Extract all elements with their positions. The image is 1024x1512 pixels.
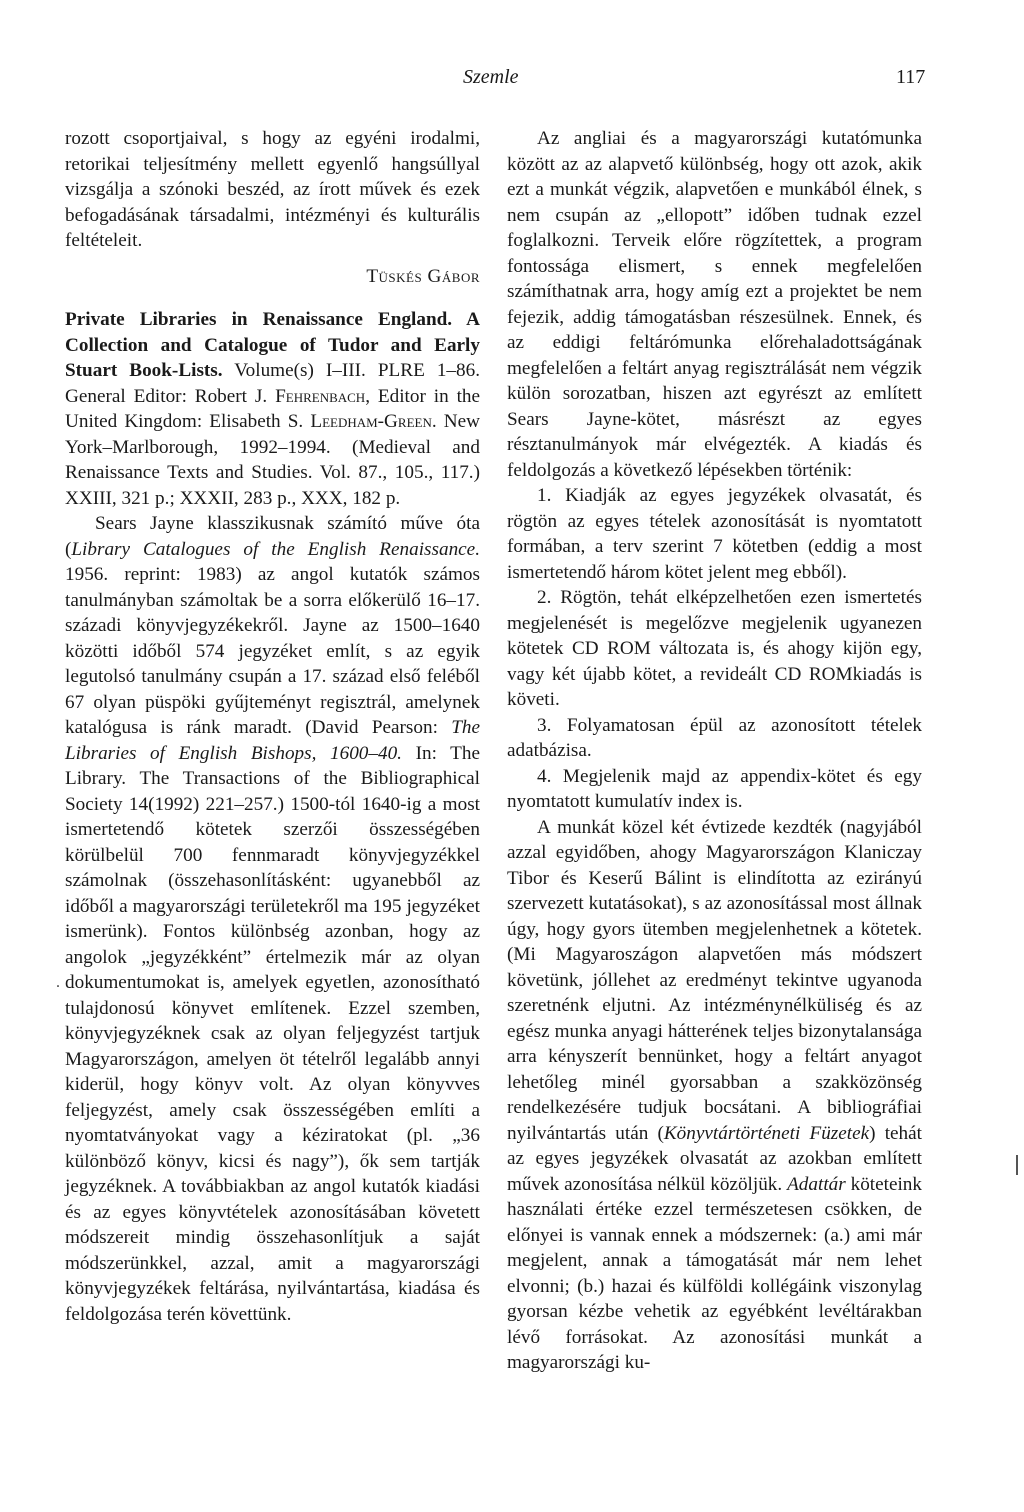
left-paragraph-2 <box>65 511 480 1327</box>
review-bibliographic-entry <box>65 307 480 511</box>
right-column <box>507 126 922 1376</box>
author-signature: Tüskés Gábor <box>366 265 480 287</box>
right-paragraph-2 <box>507 815 922 1376</box>
review-heading: Private Libraries in Renaissance England. A Collection and Catalogue of Tudor and Early Stuart Book-Lists. <box>65 309 480 381</box>
right-paragraph-1: Az angliai és a magyarországi kutatómunka között az az alapvető különbség, hogy ott azok, akik ezt a munkát végzik, alapvetően e munkából élnek, s nem csupán az „ellopott” időben tudnak ezzel foglalkozni. Terveik előre rögzítettek, a program fontossága elismert, s ennek megfelelően számíthatnak arra, hogy amíg ezt a projektet be nem fejezik, addig támogatásban részesülnek. Ennek, és az eddigi feltárómunka előrehaladottságának megfelelően a feltárt anyag regisztrálását nem végzik külön sorozatban, hiszen azt egyrészt az említett Sears Jayne-kötet, másrészt az egyes résztanulmányok már elvégezték. A kiadás és feldolgozás a következő lépésekben történik: <box>507 128 922 481</box>
step-1: 1. Kiadják az egyes jegyzékek olvasatát, és rögtön az egyes tételek azonosítását is nyomtatott formában, a terv szerint 7 kötetben (eddig a most ismertetendő három kötet jelent meg ebből). <box>507 485 922 583</box>
right-p2-part-c: köteteink használati értéke ezzel természetesen csökken, de előnyei is vannak ennek a módszernek: (a.) ami már megjelent, annak a támogatását már nem lehet elvonni; (b.) hazai és külföldi kollégáink viszonylag gyorsan kézbe vehetik az egyébként levéltárakban lévő forrásokat. Az azonosítási munkát a magyarországi ku- <box>507 1173 922 1373</box>
left-p2-part-c: In: The Library. The Transactions of the Bibliographical Society 14(1992) 221–257.) 1500-tól 1640-ig a most ismertetendő kötetek szerzői összességében körülbelül 700 fennmaradt könyvjegyzékkel számolnak (összehasonlításként: ugyanebből az időből a magyarországi területekről ma 195 jegyzéket ismerünk). Fontos különbség azonban, hogy az angolok „jegyzékként” értelmezik már az olyan dokumentumokat is, amelyek egyetlen, azonosítható tulajdonosú könyvet említenek. Ezzel szemben, könyvjegyzéknek csak az olyan feljegyzést tartjuk Magyarországon, amelyen öt tételről legalább annyi kiderül, hogy könyv volt. Az olyan könyvves feljegyzést, amely csak összességében említi a nyomtatványokat vagy a kéziratokat (pl. „36 különböző könyv, kicsi és nagy”), ők sem tartják jegyzéknek. A továbbiakban az angol kutatók kiadási és az egyes könyvtételek azonosításában követett módszereit mindig összehasonlítjuk a saját módszerünkkel, azzal, amit a magyarországi könyvjegyzékek feltárása, nyilvántartása, kiadása és feldolgozása terén követtünk. <box>65 742 480 1325</box>
margin-mark: . <box>56 974 60 991</box>
review-ref-part-c: . New York–Marlborough, 1992–1994. (Medieval and Renaissance Texts and Studies. Vol. 87., 105., 117.) XXIII, 321 p.; XXXII, 283 p., XXX, 182 p. <box>65 411 480 509</box>
editor-name-1: Fehrenbach <box>275 385 366 407</box>
running-head <box>0 66 1024 96</box>
step-3: 3. Folyamatosan épül az azonosított tételek adatbázisa. <box>507 714 922 761</box>
right-p2-italic-2: Adattár <box>787 1173 846 1195</box>
right-p2-italic-1: Könyvtártörténeti Füzetek <box>663 1122 870 1144</box>
running-head-title: Szemle <box>463 66 519 88</box>
step-2: 2. Rögtön, tehát elképzelhetően ezen ismertetés megjelenését is megelőzve megjelenik ugyanezen kötetek CD ROM változata is, és ahogy kijön egy, vagy két újabb kötet, a revideált CD ROMkiadás is követi. <box>507 587 922 710</box>
margin-stroke <box>1016 1155 1018 1175</box>
left-paragraph-1: rozott csoportjaival, s hogy az egyéni irodalmi, retorikai teljesítmény mellett egyenlő hangsúllyal vizsgálja a szónoki beszéd, az írott művek és ezek befogadásának társadalmi, intézményi és kulturális feltételeit. <box>65 128 480 251</box>
editor-name-2: Leedham-Green <box>310 411 432 432</box>
left-p2-part-a: Sears Jayne klasszikusnak számító műve óta ( <box>65 513 480 560</box>
review-ref-part-a: Volume(s) I–III. PLRE 1–86. General Editor: Robert J. <box>65 360 480 407</box>
left-p2-italic-title-1: Library Catalogues of the English Renaissance. <box>71 538 480 560</box>
left-p2-part-b: 1956. reprint: 1983) az angol kutatók számos tanulmányban számoltak be a sorra előkerülő 16–17. századi könyvjegyzékekről. Jayne az 1500–1640 közötti időből 574 jegyzéket említ, s az egyik legutolsó tanulmány csupán a 17. század első feléből 67 olyan püspöki gyűjteményt regisztrál, amelynek katalógusa is ránk maradt. (David Pearson: <box>65 564 480 738</box>
right-p2-part-a: A munkát közel két évtizede kezdték (nagyjából azzal egyidőben, ahogy Magyarországon Klaniczay Tibor és Keserű Bálint is elindította az ezirányú szervezett kutatásokat), s az azonosítással most állnak úgy, hogy gyors ütemben megjelenhetnek a kötetek. (Mi Magyaroszágon alapvetően más módszert követünk, jóllehet az eredményt tekintve ugyanoda szeretnénk eljutni. Az intézménynélküliség és az egész munka anyagi hátterének teljes bizonytalansága arra kényszerít bennünket, hogy a feltárt anyagot lehetőleg minél gyorsabban a szakközönség rendelkezésére tudjuk bocsátani. A bibliográfiai nyilvántartás után ( <box>507 816 922 1144</box>
left-column <box>65 126 480 1327</box>
left-p2-italic-title-2: The Libraries of English Bishops, 1600–40. <box>65 717 480 764</box>
right-p2-part-b: ) tehát az egyes jegyzékek olvasatát az azokban említett művek azonosítása nélkül közöljük. <box>507 1122 922 1195</box>
review-ref-part-b: , Editor in the United Kingdom: Elisabeth S. <box>65 385 481 432</box>
step-4: 4. Megjelenik majd az appendix-kötet és egy nyomtatott kumulatív index is. <box>507 765 922 812</box>
page-number: 117 <box>896 66 926 88</box>
